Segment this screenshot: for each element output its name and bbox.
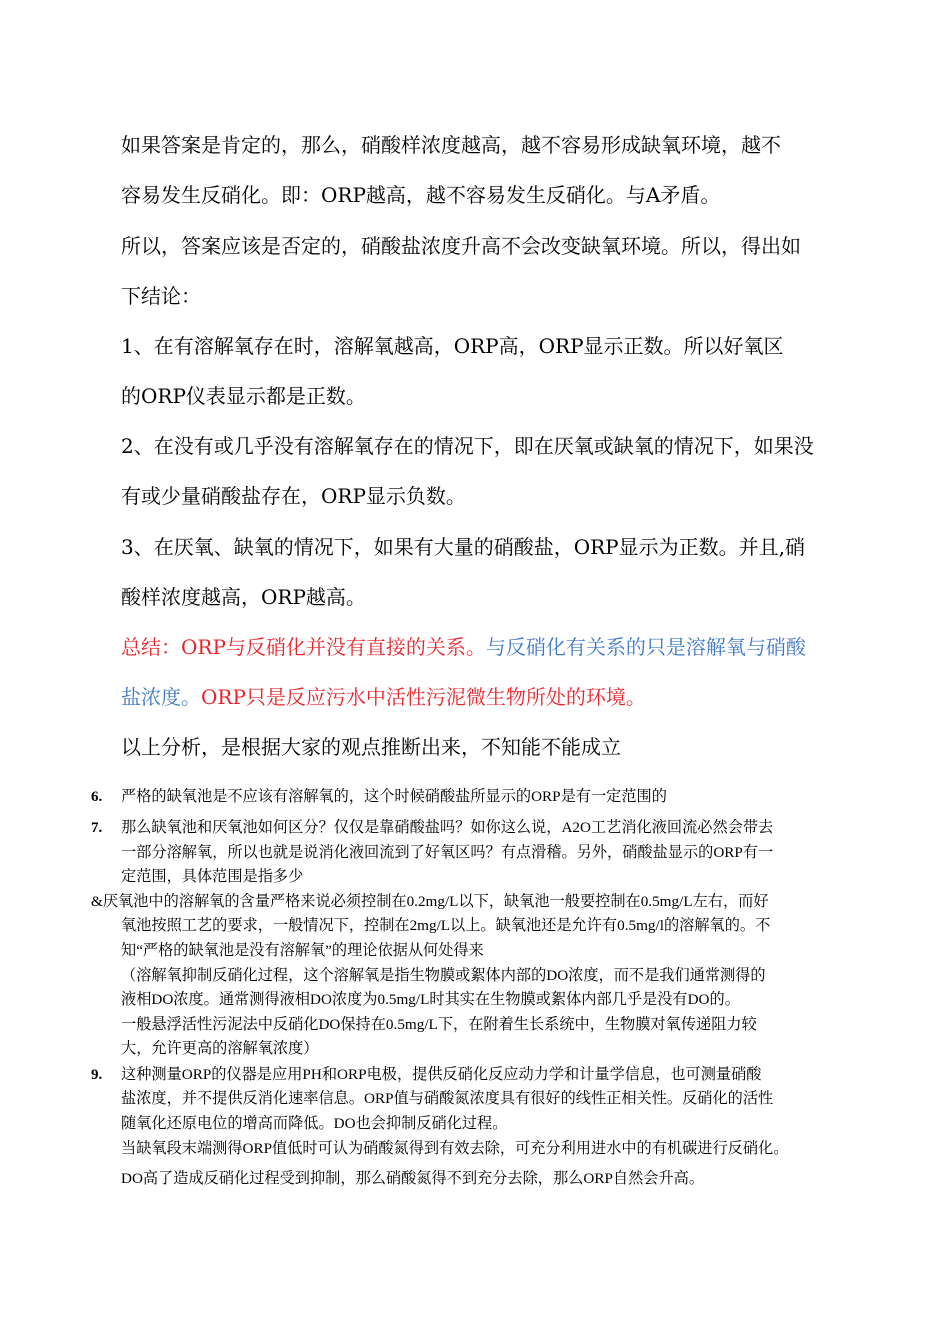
- item-7-line: 定范围，具体范围是指多少: [121, 868, 304, 885]
- item-8-line: &厌氧池中的溶解氧的含量严格来说必须控制在0.2mg/L以下，缺氧池一般要控制在0.5mg/L左右，而好: [91, 893, 769, 910]
- item-8-line: 氧池按照工艺的要求，一般情况下，控制在2mg/L以上。缺氧池还是允许有0.5mg/l的溶解氧的。不: [121, 917, 771, 934]
- item-8-line: （溶解氧抑制反硝化过程，这个溶解氧是指生物膜或絮体内部的DO浓度，而不是我们通常测得的: [121, 967, 766, 984]
- conclusion-1-line: 的ORP仪表显示都是正数。: [121, 384, 366, 408]
- item-8-line: 大，允许更高的溶解氧浓度）: [121, 1040, 319, 1057]
- item-8-line: 知“严格的缺氧池是没有溶解氧”的理论依据从何处得来: [121, 942, 484, 959]
- paragraph-line: 如果答案是肯定的，那么，硝酸样浓度越高，越不容易形成缺氧环境，越不: [121, 133, 781, 157]
- summary-line-1: [121, 637, 806, 657]
- paragraph-line: 所以，答案应该是否定的，硝酸盐浓度升高不会改变缺氧环境。所以，得出如: [121, 234, 801, 258]
- conclusion-1-line: 1、在有溶解氧存在时，溶解氧越高，ORP高，ORP显示正数。所以好氧区: [121, 334, 784, 358]
- conclusion-3-line: 3、在厌氧、缺氧的情况下，如果有大量的硝酸盐，ORP显示为正数。并且,硝: [121, 535, 805, 559]
- item-9-line: 随氧化还原电位的增高而降低。DO也会抑制反硝化过程。: [121, 1115, 508, 1132]
- item-9-line: 这种测量ORP的仪器是应用PH和ORP电极，提供反硝化反应动力学和计量学信息，也可测量硝酸: [121, 1066, 762, 1083]
- item-number-7: 7.: [91, 820, 103, 836]
- summary-blue-text: 与反硝化有关系的只是溶解氧与硝酸: [485, 635, 806, 659]
- item-7-line: 那么缺氧池和厌氧池如何区分？仅仅是靠硝酸盐吗？如你这么说，A2O工艺消化液回流必然会带去: [121, 819, 774, 836]
- closing-line: 以上分析，是根据大家的观点推断出来，不知能不能成立: [121, 735, 621, 759]
- conclusion-2-line: 2、在没有或几乎没有溶解氧存在的情况下，即在厌氧或缺氧的情况下，如果没: [121, 434, 814, 458]
- summary-red-text: 总结：ORP与反硝化并没有直接的关系。: [121, 635, 486, 659]
- item-number-9: 9.: [91, 1067, 103, 1083]
- item-8-line: 液相DO浓度。通常测得液相DO浓度为0.5mg/L时其实在生物膜或絮体内部几乎是没有DO的。: [121, 991, 740, 1008]
- item-9-line: 当缺氧段末端测得ORP值低时可认为硝酸氮得到有效去除，可充分利用进水中的有机碳进行反硝化。: [121, 1140, 789, 1157]
- conclusion-3-line: 酸样浓度越高，ORP越高。: [121, 585, 366, 609]
- paragraph-line: 容易发生反硝化。即：ORP越高，越不容易发生反硝化。与A矛盾。: [121, 183, 721, 207]
- item-9-line: DO高了造成反硝化过程受到抑制，那么硝酸氮得不到充分去除，那么ORP自然会升高。: [121, 1170, 705, 1187]
- summary-blue-text: 盐浓度。: [121, 685, 201, 709]
- summary-line-2: [121, 687, 646, 707]
- paragraph-line: 下结论：: [121, 284, 201, 308]
- item-7-line: 一部分溶解氧，所以也就是说消化液回流到了好氧区吗？有点滑稽。另外，硝酸盐显示的ORP有一: [121, 844, 774, 861]
- item-6-line: 严格的缺氧池是不应该有溶解氧的，这个时候硝酸盐所显示的ORP是有一定范围的: [121, 788, 667, 805]
- conclusion-2-line: 有或少量硝酸盐存在，ORP显示负数。: [121, 484, 466, 508]
- item-9-line: 盐浓度，并不提供反消化速率信息。ORP值与硝酸氮浓度具有很好的线性正相关性。反硝化的活性: [121, 1090, 774, 1107]
- item-number-6: 6.: [91, 789, 103, 805]
- item-8-line: 一般悬浮活性污泥法中反硝化DO保持在0.5mg/L下，在附着生长系统中，生物膜对氧传递阻力较: [121, 1016, 757, 1033]
- summary-red-text: ORP只是反应污水中活性污泥微生物所处的环境。: [201, 685, 646, 709]
